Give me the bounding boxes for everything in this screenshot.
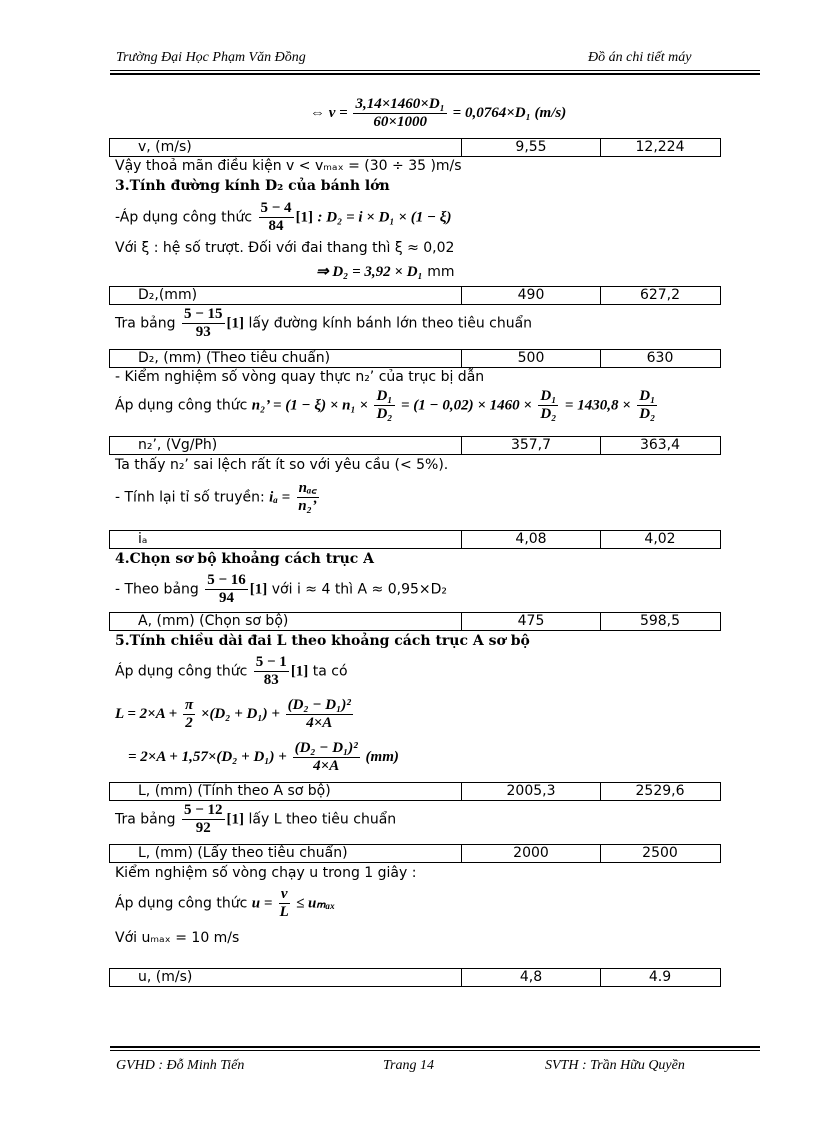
tra-bang-515: Tra bảng $\frac{5 - 15}{93}$ [1] lấy đường kính bánh lớn theo tiêu chuẩn xyxy=(115,306,533,340)
apply-formula-n2: Áp dụng công thức n₂’ = (1 − ξ) × n₁ × $\frac{\text{D₁}}{\text{D₂}}$ = (1 − 0,02) × 1460 × $\frac{\text{D₁}}{\text{D₂}}$ = 1430,8 × $\frac{\text{D₁}}{\text{D₂}}$ xyxy=(115,388,656,422)
row-label: n₂’, (Vg/Ph) xyxy=(110,437,462,454)
row-value-b: 630 xyxy=(646,350,674,366)
heading-3: 3.Tính đường kính D₂ của bánh lớn xyxy=(115,178,390,194)
heading-4: 4.Chọn sơ bộ khoảng cách trục A xyxy=(115,551,375,567)
row-value-b: 2500 xyxy=(642,845,678,861)
row-value-a: 4,08 xyxy=(462,531,601,548)
row-value-a: 2000 xyxy=(462,845,601,862)
table-row-d2-std xyxy=(109,349,721,368)
row-label: v, (m/s) xyxy=(110,139,462,156)
table-row-d2 xyxy=(109,286,721,305)
umax-note: Với uₘₐₓ = 10 m/s xyxy=(115,930,240,946)
row-value-b: 363,4 xyxy=(639,437,681,453)
row-value-a: 500 xyxy=(462,350,601,367)
row-label: L, (mm) (Lấy theo tiêu chuẩn) xyxy=(110,845,462,862)
table-row-L-calc xyxy=(109,782,721,801)
row-value-a: 4,8 xyxy=(462,969,601,986)
row-value-b: 598,5 xyxy=(639,613,681,629)
xi-note: Với ξ : hệ số trượt. Đối với đai thang thì ξ ≈ 0,02 xyxy=(115,240,455,256)
row-value-a: 9,55 xyxy=(462,139,601,156)
footer-advisor: GVHD : Đỗ Minh Tiến xyxy=(116,1058,245,1073)
header-rule-thick xyxy=(110,73,760,75)
row-label: D₂, (mm) (Theo tiêu chuẩn) xyxy=(110,350,462,367)
apply-formula-d2: -Áp dụng công thức $\frac{5 - 4}{84}$ [1] : D₂ = i × D₁ × (1 − ξ) xyxy=(115,200,452,234)
row-value-b: 627,2 xyxy=(639,287,681,303)
footer-rule xyxy=(110,1050,760,1051)
theo-bang-516: - Theo bảng $\frac{5 - 16}{94}$ [1] với i ≈ 4 thì A ≈ 0,95×D₂ xyxy=(115,572,448,606)
row-value-a: 475 xyxy=(462,613,601,630)
footer-page: Trang 14 xyxy=(383,1058,434,1073)
footer-rule-thick xyxy=(110,1046,760,1048)
apply-formula-u: Áp dụng công thức u = $\frac{v}{L}$ ≤ uₘₐₓ xyxy=(115,886,336,920)
row-value-a: 2005,3 xyxy=(462,783,601,800)
header-school: Trường Đại Học Phạm Văn Đồng xyxy=(116,50,306,65)
table-row-A xyxy=(109,612,721,631)
apply-formula-L: Áp dụng công thức $\frac{5 - 1}{83}$ [1] ta có xyxy=(115,654,348,688)
footer-student: SVTH : Trần Hữu Quyền xyxy=(545,1058,685,1073)
table-row-u xyxy=(109,968,721,987)
row-value-a: 490 xyxy=(462,287,601,304)
row-value-b: 4.9 xyxy=(648,969,672,985)
formula-L: L = 2×A + $\frac{\pi}{2}$ ×(D₂ + D₁) + $\frac{\text{(D₂ − D₁)²}}{4\times A}$ xyxy=(115,697,351,731)
table-row-v xyxy=(109,138,721,157)
d2-result: ⇒ D₂ = 3,92 × D₁ mm xyxy=(316,264,455,280)
row-value-b: 4,02 xyxy=(644,531,676,547)
kiem-nghiem-u: Kiểm nghiệm số vòng chạy u trong 1 giây : xyxy=(115,865,417,881)
row-value-a: 357,7 xyxy=(462,437,601,454)
row-value-b: 12,224 xyxy=(635,139,685,155)
deviation-note: Ta thấy n₂’ sai lệch rất ít so với yêu cầu (< 5%). xyxy=(115,457,449,473)
row-label: D₂,(mm) xyxy=(110,287,462,304)
table-row-L-std xyxy=(109,844,721,863)
table-row-n2 xyxy=(109,436,721,455)
row-label: u, (m/s) xyxy=(110,969,462,986)
row-label: L, (mm) (Tính theo A sơ bộ) xyxy=(110,783,462,800)
heading-5: 5.Tính chiều dài đai L theo khoảng cách trục A sơ bộ xyxy=(115,633,530,649)
table-row-id xyxy=(109,530,721,549)
row-value-b: 2529,6 xyxy=(635,783,685,799)
v-condition: Vậy thoả mãn điều kiện v < vₘₐₓ = (30 ÷ 35 )m/s xyxy=(115,158,462,174)
header-rule xyxy=(110,70,760,71)
kiem-nghiem-n2: - Kiểm nghiệm số vòng quay thực n₂’ của trục bị dẫn xyxy=(115,369,485,385)
row-label: iₐ xyxy=(110,531,462,548)
row-label: A, (mm) (Chọn sơ bộ) xyxy=(110,613,462,630)
tra-bang-512: Tra bảng $\frac{5 - 12}{92}$ [1] lấy L theo tiêu chuẩn xyxy=(115,802,397,836)
formula-v: ⇔ v = $\frac{\text{3,14×1460×D₁}}{60\times 1000}$ = 0,0764×D₁ (m/s) xyxy=(310,96,567,130)
header-project: Đồ án chi tiết máy xyxy=(588,50,692,65)
recalc-ratio: - Tính lại tỉ số truyền: iₐ = $\frac{\text{nₐ꜀}}{\text{n₂’}}$ xyxy=(115,480,317,514)
formula-L-2: = 2×A + 1,57×(D₂ + D₁) + $\frac{\text{(D₂ − D₁)²}}{4\times A}$ (mm) xyxy=(128,740,399,774)
